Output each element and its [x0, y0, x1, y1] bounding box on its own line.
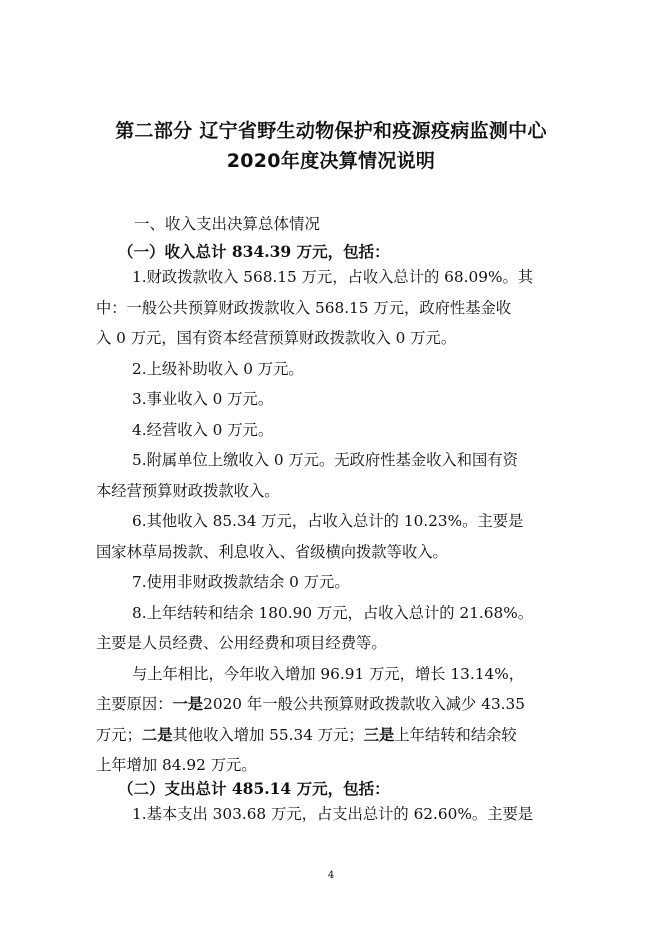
text-line: 入 0 万元，国有资本经营预算财政拨款收入 0 万元。: [96, 329, 457, 347]
income-paragraphs: [96, 262, 566, 781]
expense-heading: （二）支出总计 485.14 万元，包括：: [118, 779, 390, 798]
document-title-line1: 第二部分 辽宁省野生动物保护和疫源疫病监测中心: [115, 120, 547, 142]
text-line: 1.财政拨款收入 568.15 万元，占收入总计的 68.09%。其: [132, 268, 534, 286]
reason-text-2: 其他收入增加 55.34 万元；: [172, 725, 364, 744]
text-line: 5.附属单位上缴收入 0 万元。无政府性基金收入和国有资: [132, 451, 518, 469]
reason-text-3: 上年结转和结余较: [394, 725, 517, 744]
reason-line-1: [96, 689, 566, 720]
text-line: 3.事业收入 0 万元。: [132, 390, 274, 408]
text-line: 6.其他收入 85.34 万元，占收入总计的 10.23%。主要是: [132, 512, 524, 530]
reason-prefix: 主要原因：: [96, 695, 173, 713]
reason-line-3: 上年增加 84.92 万元。: [96, 756, 257, 774]
text-line: 4.经营收入 0 万元。: [132, 420, 274, 439]
text-line: 本经营预算财政拨款收入。: [96, 481, 280, 500]
reason-line-2: [96, 720, 566, 751]
text-line: 8.上年结转和结余 180.90 万元，占收入总计的 21.68%。: [132, 603, 534, 622]
text-line: 2.上级补助收入 0 万元。: [132, 359, 304, 378]
page-number: 4: [327, 870, 335, 881]
reason-text-1: 2020 年一般公共预算财政拨款收入减少 43.35: [203, 695, 526, 713]
text-line: 7.使用非财政拨款结余 0 万元。: [132, 573, 350, 591]
text-line: 与上年相比，今年收入增加 96.91 万元，增长 13.14%，: [132, 664, 525, 683]
text-line: 中：一般公共预算财政拨款收入 568.15 万元，政府性基金收: [96, 298, 512, 317]
document-title-line2: 2020年度决算情况说明: [226, 150, 436, 172]
text-line: 国家林草局拨款、利息收入、省级横向拨款等收入。: [96, 542, 448, 561]
reason-marker-1: 一是: [172, 695, 204, 713]
expense-paragraphs: [96, 799, 566, 830]
text-line: 主要是人员经费、公用经费和项目经费等。: [96, 634, 387, 652]
reason-text-1b: 万元；: [96, 725, 142, 744]
section-heading: 一、收入支出决算总体情况: [134, 215, 321, 233]
reason-marker-2: 二是: [141, 725, 173, 744]
text-line: 1.基本支出 303.68 万元，占支出总计的 62.60%。主要是: [132, 805, 534, 823]
reason-marker-3: 三是: [363, 725, 395, 744]
income-heading: （一）收入总计 834.39 万元，包括：: [118, 242, 390, 261]
